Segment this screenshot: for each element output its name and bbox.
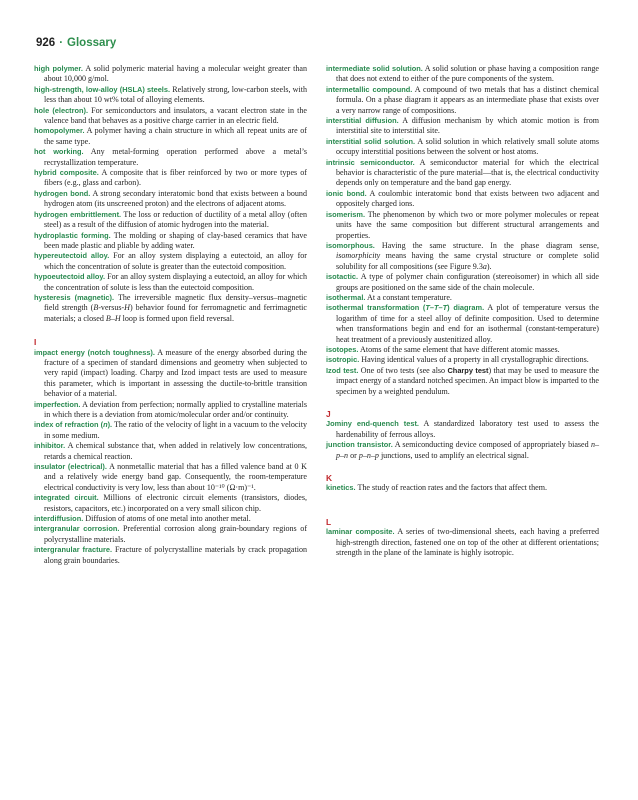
glossary-term: imperfection.	[34, 399, 81, 409]
glossary-definition: The study of reaction rates and the factors that affect them.	[355, 483, 547, 493]
glossary-definition: A nonmetallic material that has a filled valence band at 0 K and a relatively wide energy band gap. Consequently, the room-temperature electrical conductivity is very low, less than about 10⁻¹⁰ (Ω·m)⁻¹.	[44, 462, 307, 492]
glossary-term: ).	[107, 420, 113, 430]
glossary-term: isotactic.	[326, 272, 359, 282]
glossary-italic: isomorphicity	[336, 251, 381, 261]
glossary-entry	[326, 419, 599, 440]
glossary-definition: A semiconducting device composed of appropriately biased	[392, 440, 591, 450]
glossary-entry	[326, 527, 599, 558]
glossary-term: hybrid composite.	[34, 168, 99, 178]
glossary-entry	[326, 440, 599, 461]
glossary-term: interstitial diffusion.	[326, 116, 399, 126]
glossary-entry	[326, 272, 599, 293]
glossary-italic: B–H	[105, 313, 121, 323]
glossary-entry	[34, 168, 307, 189]
glossary-term-italic: T–T–T	[425, 303, 448, 313]
page-number: 926	[36, 37, 56, 49]
glossary-entry	[34, 400, 307, 421]
glossary-term: intergranular fracture.	[34, 545, 113, 555]
glossary-term: laminar composite.	[326, 527, 395, 537]
glossary-term: hypoeutectoid alloy.	[34, 272, 106, 282]
glossary-definition: junctions, used to amplify an electrical signal.	[378, 450, 529, 460]
glossary-definition: Preferential corrosion along grain-boundary regions of polycrystalline materials.	[44, 524, 307, 544]
glossary-definition: For semiconductors and insulators, a vacant electron state in the valence band that behaves as a positive charge carrier in an electric field.	[44, 105, 307, 126]
glossary-entry	[34, 231, 307, 252]
glossary-definition: Fracture of polycrystalline materials by crack propagation along grain boundaries.	[44, 545, 307, 565]
glossary-italic: B	[93, 303, 99, 313]
left-column	[34, 64, 307, 566]
glossary-italic: a	[482, 261, 487, 271]
glossary-definition: -versus-	[98, 303, 125, 313]
glossary-definition: or	[348, 450, 359, 460]
glossary-term: inhibitor.	[34, 441, 66, 451]
glossary-entry	[326, 345, 599, 355]
glossary-italic: n–p–n	[336, 440, 599, 460]
glossary-entry	[326, 64, 599, 85]
glossary-definition: For an alloy system displaying a eutectoid, an alloy for which the concentration of solute is greater than the eutectoid composition.	[44, 251, 307, 271]
glossary-entry	[326, 158, 599, 189]
glossary-definition: A plot of temperature versus the logarithm of time for a steel alloy of definite composition. Used to determine when transformations begin and end for an isothermal (constant-temperature) heat treatment of a previously austenitized alloy.	[336, 303, 600, 344]
glossary-term: intrinsic semiconductor.	[326, 157, 415, 167]
glossary-entry	[34, 420, 307, 441]
glossary-definition: One of two tests (see also	[358, 365, 448, 375]
glossary-term: hot working.	[34, 147, 84, 157]
glossary-definition: ) behavior found for ferromagnetic and ferrimagnetic materials; a closed	[44, 303, 307, 323]
glossary-term: hydroplastic forming.	[34, 230, 111, 240]
header-separator: ·	[59, 37, 64, 49]
glossary-definition: A measure of the energy absorbed during the fracture of a specimen of standard dimensions and geometry when subjected to very rapid (impact) loading. Charpy and Izod impact tests are used to measure this parameter, which is important in assessing the ductile-to-brittle transition behavior of a material.	[44, 347, 307, 399]
glossary-entry	[326, 116, 599, 137]
glossary-entry	[34, 348, 307, 400]
glossary-term: Izod test.	[326, 365, 359, 375]
glossary-definition: A chemical substance that, when added in relatively low concentrations, retards a chemical reaction.	[44, 441, 307, 461]
glossary-term: intermediate solid solution.	[326, 64, 423, 73]
glossary-definition: A semiconductor material for which the electrical behavior is characteristic of the pure material—that is, the electrical conductivity depends only on temperature and the band gap energy.	[336, 157, 599, 188]
glossary-term: impact energy (notch toughness).	[34, 347, 155, 357]
glossary-term: interdiffusion.	[34, 514, 84, 524]
glossary-term: isotropic.	[326, 355, 360, 365]
glossary-term: isothermal transformation (	[326, 303, 426, 313]
glossary-definition: A composite that is fiber reinforced by two or more types of fibers (e.g., glass and carbon).	[44, 168, 307, 188]
glossary-definition: Diffusion of atoms of one metal into another metal.	[83, 514, 251, 524]
glossary-definition: A coulombic interatomic bond that exists between two adjacent and oppositely charged ions.	[336, 188, 599, 209]
glossary-entry	[34, 147, 307, 168]
glossary-entry	[34, 462, 307, 493]
glossary-italic: p–n–p	[358, 450, 379, 460]
glossary-definition: ).	[486, 261, 492, 271]
glossary-term: isomerism.	[326, 209, 366, 219]
glossary-definition: A standardized laboratory test used to assess the hardenability of ferrous alloys.	[336, 419, 599, 439]
glossary-entry	[326, 303, 599, 345]
glossary-term-italic: n	[103, 420, 108, 430]
glossary-entry	[34, 493, 307, 514]
glossary-definition: A compound of two metals that has a distinct chemical formula. On a phase diagram it appears as an intermediate phase that exists over a very narrow range of compositions.	[336, 84, 599, 115]
page-title: Glossary	[67, 37, 117, 49]
glossary-term: index of refraction (	[34, 420, 104, 430]
glossary-entry	[326, 241, 599, 272]
glossary-definition: The ratio of the velocity of light in a vacuum to the velocity in some medium.	[44, 420, 307, 440]
glossary-definition: Relatively strong, low-carbon steels, with less than about 10 wt% total of alloying elements.	[44, 84, 307, 105]
cross-reference: Charpy test	[447, 365, 489, 375]
glossary-term: intermetallic compound.	[326, 84, 413, 94]
section-letter-i: I	[34, 337, 37, 348]
glossary-definition: A solid solution in which relatively small solute atoms occupy interstitial positions between the solvent or host atoms.	[336, 136, 600, 157]
glossary-entry	[34, 441, 307, 462]
glossary-definition: loop is formed upon field reversal.	[120, 313, 234, 323]
glossary-entry	[34, 189, 307, 210]
glossary-definition: For an alloy system displaying a eutectoid, an alloy for which the concentration of solute is less than the eutectoid composition.	[44, 272, 308, 292]
glossary-entry	[34, 293, 307, 324]
glossary-entry	[34, 251, 307, 272]
glossary-definition: A polymer having a chain structure in which all repeat units are of the same type.	[44, 126, 307, 146]
glossary-definition: Having identical values of a property in all crystallographic directions.	[359, 355, 589, 365]
glossary-term: isothermal.	[326, 292, 366, 302]
glossary-definition: At a constant temperature.	[365, 292, 452, 302]
right-column	[326, 64, 599, 558]
glossary-term: kinetics.	[326, 483, 356, 493]
glossary-definition: A deviation from perfection; normally applied to crystalline materials in which there is a deviation from atomic/molecular order and/or continuity.	[44, 399, 307, 419]
glossary-entry	[34, 272, 307, 293]
glossary-term: hydrogen bond.	[34, 188, 91, 198]
glossary-entry	[34, 514, 307, 524]
section-letter-k: K	[326, 473, 333, 484]
glossary-definition: means having the same crystal structure or complete solid solubility for all compositions (see Figure 9.3	[336, 251, 599, 271]
glossary-term: junction transistor.	[326, 440, 393, 450]
glossary-term: isomorphous.	[326, 240, 375, 250]
glossary-definition: ) that may be used to measure the impact energy of a standard notched specimen. An impact blow is imparted to the specimen by a weighted pendulum.	[336, 365, 599, 396]
glossary-term: homopolymer.	[34, 126, 85, 136]
glossary-definition: A solid solution or phase having a composition range that does not extend to either of the pure components of the system.	[336, 64, 599, 84]
glossary-entry	[34, 524, 307, 545]
glossary-term: hysteresis (magnetic).	[34, 292, 115, 302]
glossary-entry	[326, 85, 599, 116]
glossary-entry	[326, 293, 599, 303]
page-header	[36, 37, 116, 49]
glossary-entry	[326, 355, 599, 365]
glossary-definition: The irreversible magnetic flux density–versus–magnetic field strength (	[44, 292, 307, 313]
glossary-definition: The molding or shaping of clay-based ceramics that have been made plastic and pliable by adding water.	[44, 230, 307, 250]
glossary-definition: A strong secondary interatomic bond that exists between a bound hydrogen atom (its unscreened proton) and the electrons of adjacent atoms.	[44, 188, 307, 209]
glossary-term: hole (electron).	[34, 105, 89, 115]
glossary-term: intergranular corrosion.	[34, 524, 120, 534]
glossary-definition: Having the same structure. In the phase diagram sense,	[374, 240, 599, 250]
glossary-definition: A diffusion mechanism by which atomic motion is from interstitial site to interstitial site.	[336, 116, 600, 136]
glossary-entry	[34, 545, 307, 566]
glossary-entry	[34, 64, 307, 85]
section-letter-l: L	[326, 516, 332, 527]
glossary-entry	[34, 126, 307, 147]
glossary-term: interstitial solid solution.	[326, 136, 416, 146]
glossary-term: hydrogen embrittlement.	[34, 209, 122, 219]
glossary-entry	[326, 189, 599, 210]
glossary-entry	[34, 210, 307, 231]
glossary-entry	[326, 366, 599, 397]
glossary-entry	[326, 137, 599, 158]
glossary-term: hypereutectoid alloy.	[34, 251, 110, 261]
glossary-term: Jominy end-quench test.	[326, 419, 419, 429]
glossary-term: ionic bond.	[326, 188, 367, 198]
glossary-definition: Any metal-forming operation performed above a metal’s recrystallization temperature.	[44, 147, 307, 167]
glossary-definition: The phenomenon by which two or more polymer molecules or repeat units have the same composition but different structural arrangements and properties.	[336, 209, 599, 240]
glossary-term: integrated circuit.	[34, 493, 99, 503]
glossary-definition: A series of two-dimensional sheets, each having a preferred high-strength direction, fastened one on top of the other at different orientations; strength in the plane of the laminate is highly isotropic.	[336, 527, 599, 558]
section-letter-j: J	[326, 409, 331, 419]
glossary-definition: Millions of electronic circuit elements (transistors, diodes, resistors, capacitors, etc.) incorporated on a very small silicon chip.	[44, 493, 307, 513]
glossary-term: high-strength, low-alloy (HSLA) steels.	[34, 84, 171, 94]
glossary-term: high polymer.	[34, 64, 83, 73]
glossary-entry	[34, 106, 307, 127]
glossary-definition: The loss or reduction of ductility of a metal alloy (often steel) as a result of the diffusion of atomic hydrogen into the material.	[44, 209, 307, 230]
glossary-term: insulator (electrical).	[34, 462, 107, 472]
glossary-italic: H	[124, 303, 130, 313]
glossary-definition: Atoms of the same element that have different atomic masses.	[358, 344, 560, 354]
glossary-term: ) diagram.	[447, 303, 485, 313]
glossary-entry	[326, 210, 599, 241]
glossary-definition: A type of polymer chain configuration (stereoisomer) in which all side groups are positioned on the same side of the chain molecule.	[336, 272, 599, 292]
glossary-definition: A solid polymeric material having a molecular weight greater than about 10,000 g/mol.	[44, 64, 307, 84]
glossary-term: isotopes.	[326, 344, 359, 354]
glossary-entry	[326, 483, 599, 493]
glossary-entry	[34, 85, 307, 106]
